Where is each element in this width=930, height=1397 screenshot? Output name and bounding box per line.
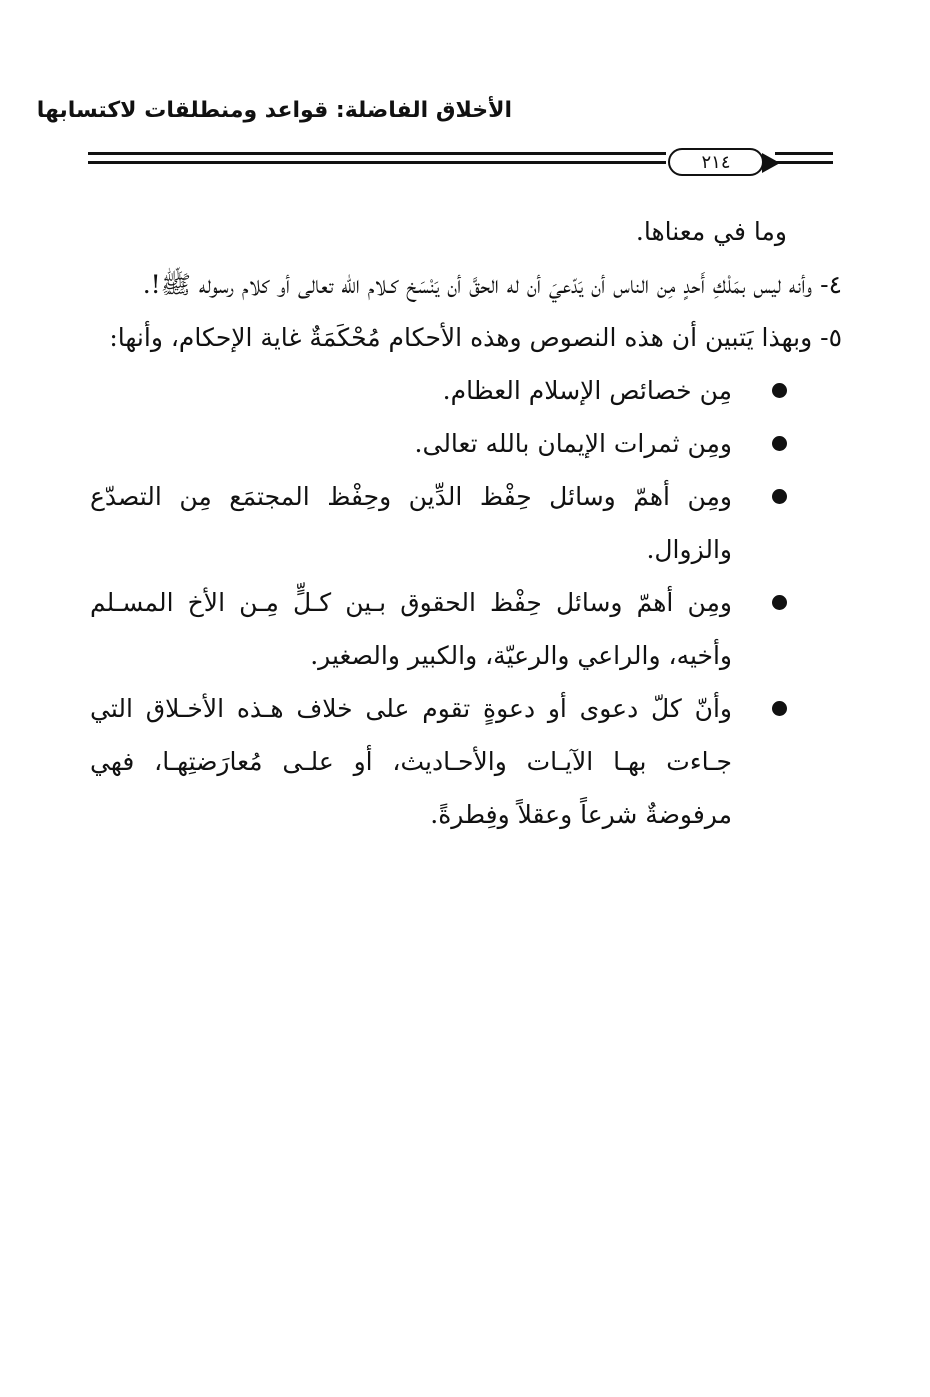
bullet-item — [90, 682, 787, 841]
bullet-item — [90, 576, 787, 682]
bullet-icon — [772, 701, 787, 716]
header-rule — [88, 148, 833, 178]
continuation-line: وما في معناها. — [635, 217, 787, 246]
bullet-text: ومِن أهمّ وسائل حِفْظ الحقوق بـين كـلٍّ مِـن الأخ المسـلم وأخيه، والراعي والرعيّة، والكبير والصغير. — [90, 588, 732, 670]
bullet-item — [90, 417, 787, 470]
header-rule-line — [88, 152, 666, 155]
bullet-text: ومِن أهمّ وسائل حِفْظ الدِّين وحِفْظ المجتمَع مِن التصدّع والزوال. — [90, 482, 732, 564]
numbered-item-4: ٤- وأنه ليس بمَلْكِ أَحدٍ مِن الناس أن يَدّعيَ أن له الحقَّ أن يَنْسَخ كـلام الله تعالى أو كلام رسوله ﷺ!. — [142, 270, 842, 299]
body-text — [90, 205, 842, 841]
numbered-item-5: ٥- وبهذا يَتبين أن هذه النصوص وهذه الأحكام مُحْكَمَةٌ غاية الإحكام، وأنها: — [109, 323, 842, 352]
bullet-list — [90, 364, 842, 841]
page-number: ٢١٤ — [701, 151, 731, 173]
bullet-icon — [772, 436, 787, 451]
header-rule-line — [88, 161, 666, 164]
bullet-text: ومِن ثمرات الإيمان بالله تعالى. — [414, 429, 732, 458]
header-rule-line — [775, 152, 833, 155]
bullet-item — [90, 364, 787, 417]
bullet-text: مِن خصائص الإسلام العظام. — [442, 376, 732, 405]
bullet-icon — [772, 595, 787, 610]
running-title: الأخلاق الفاضلة: قواعد ومنطلقات لاكتسابها — [36, 98, 512, 123]
bullet-icon — [772, 489, 787, 504]
page-number-badge — [668, 148, 764, 176]
bullet-item — [90, 470, 787, 576]
header-rule-line — [775, 161, 833, 164]
bullet-text: وأنّ كلّ دعوى أو دعوةٍ تقوم على خلاف هـذه الأخـلاق التي جـاءت بهـا الآيـات والأحـاديث، أو علـى مُعارَضتِهـا، فهي مرفوضةٌ شرعاً وعقلاً وفِطرةً. — [90, 694, 732, 829]
bullet-icon — [772, 383, 787, 398]
